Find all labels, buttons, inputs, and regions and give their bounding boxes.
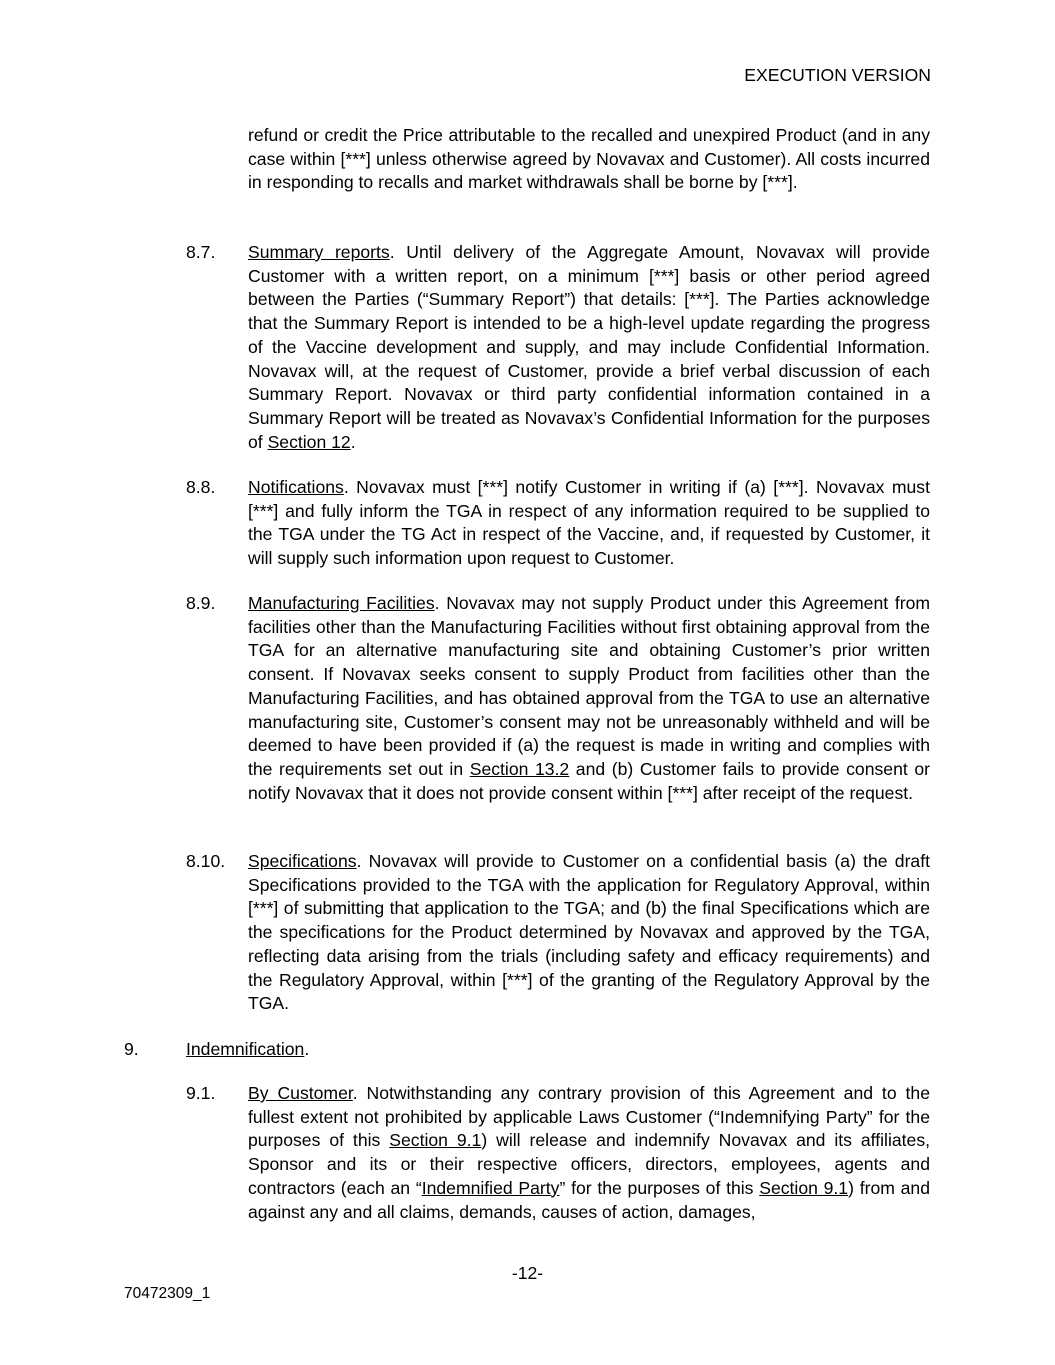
continuation-paragraph: refund or credit the Price attributable to the recalled and unexpired Product (and in any case within [***] unless otherwise agreed by Novavax and Customer). All costs incurred in responding to recalls and market withdrawals shall be borne by [***]. bbox=[248, 125, 930, 193]
section-heading: By Customer bbox=[248, 1083, 353, 1103]
section-number: 8.9. bbox=[186, 593, 216, 613]
section-text-end: . bbox=[350, 431, 356, 452]
section-reference: Section 9.1 bbox=[759, 1177, 849, 1198]
section-heading: Summary reports bbox=[248, 242, 390, 262]
section-heading: Manufacturing Facilities bbox=[248, 593, 435, 613]
section-number: 8.7. bbox=[186, 242, 216, 262]
section-title bbox=[186, 1038, 868, 1062]
section-8-8 bbox=[186, 476, 930, 571]
section-text: . Novavax must [***] notify Customer in writing if (a) [***]. Novavax must [***] and fully inform the TGA in respect of any information required to be supplied to the TGA under the TG Act in respect of the Vaccine, and, if requested by Customer, it will supply such information upon request to Customer. bbox=[248, 477, 930, 569]
section-8-9 bbox=[186, 592, 930, 805]
section-number: 8.10. bbox=[186, 851, 226, 871]
section-heading: Indemnification bbox=[186, 1039, 305, 1059]
section-text: . Until delivery of the Aggregate Amount, Novavax will provide Customer with a written report, on a minimum [***] basis or other period agreed between the Parties (“Summary Report”) that details: [***]. The Parties acknowledge that the Summary Report is intended to be a high-level update regarding the progress of the Vaccine development and supply, and may include Confidential Information. Novavax will, at the request of Customer, provide a brief verbal discussion of each Summary Report. Novavax or third party confidential information contained in a Summary Report will be treated as Novavax’s Confidential Information for the purposes of bbox=[248, 242, 930, 452]
section-text: . Novavax will provide to Customer on a confidential basis (a) the draft Specifications provided to the TGA with the application for Regulatory Approval, within [***] of submitting that application to the TGA; and (b) the final Specifications which are the specifications for the Product determined by Novavax and approved by the TGA, reflecting data arising from the trials (including safety and efficacy requirements) and the Regulatory Approval, within [***] of the granting of the Regulatory Approval by the TGA. bbox=[248, 851, 930, 1014]
section-text: ) will release and indemnify Novavax and its affiliates, Sponsor and its or their respective officers, directors, employees, agents and contractors (each an “ bbox=[248, 1130, 931, 1198]
section-9-1 bbox=[186, 1082, 930, 1224]
section-reference: Section 9.1 bbox=[389, 1130, 482, 1151]
section-8-7 bbox=[186, 241, 930, 454]
section-reference: Section 13.2 bbox=[469, 758, 570, 779]
section-text-end: and (b) Customer fails to provide consent or notify Novavax that it does not provide consent within [***] after receipt of the request. bbox=[248, 758, 930, 803]
section-heading: Specifications bbox=[248, 851, 357, 871]
section-number: 9.1. bbox=[186, 1083, 216, 1103]
section-body bbox=[248, 1082, 930, 1224]
section-body bbox=[248, 850, 930, 1016]
section-text-end: . bbox=[304, 1039, 310, 1059]
section-text: . Notwithstanding any contrary provision of this Agreement and to the fullest extent not prohibited by applicable Laws Customer (“Indemnifying Party” for the purposes of this bbox=[248, 1083, 930, 1151]
defined-term: Indemnified Party bbox=[421, 1177, 560, 1198]
section-8-10 bbox=[186, 850, 930, 1016]
section-number: 9. bbox=[124, 1039, 139, 1059]
section-number: 8.8. bbox=[186, 477, 216, 497]
execution-version-label: EXECUTION VERSION bbox=[744, 65, 931, 85]
section-body bbox=[248, 476, 930, 571]
section-heading: Notifications bbox=[248, 477, 344, 497]
section-reference: Section 12 bbox=[267, 431, 351, 452]
section-text: ) from and against any and all claims, demands, causes of action, damages, bbox=[248, 1177, 930, 1222]
document-id: 70472309_1 bbox=[124, 1285, 211, 1302]
section-text: . Novavax may not supply Product under this Agreement from facilities other than the Manufacturing Facilities without first obtaining approval from the TGA for an alternative manufacturing site and obtaining Customer’s prior written consent. If Novavax seeks consent to supply Product from facilities other than the Manufacturing Facilities, and has obtained approval from the TGA to use an alternative manufacturing site, Customer’s consent may not be unreasonably withheld and will be deemed to have been provided if (a) the request is made in writing and complies with the requirements set out in bbox=[248, 593, 931, 779]
section-body bbox=[248, 592, 930, 805]
section-text: ” for the purposes of this bbox=[559, 1177, 760, 1198]
page-number: -12- bbox=[511, 1263, 544, 1283]
section-body bbox=[248, 241, 930, 454]
section-9 bbox=[124, 1038, 930, 1062]
